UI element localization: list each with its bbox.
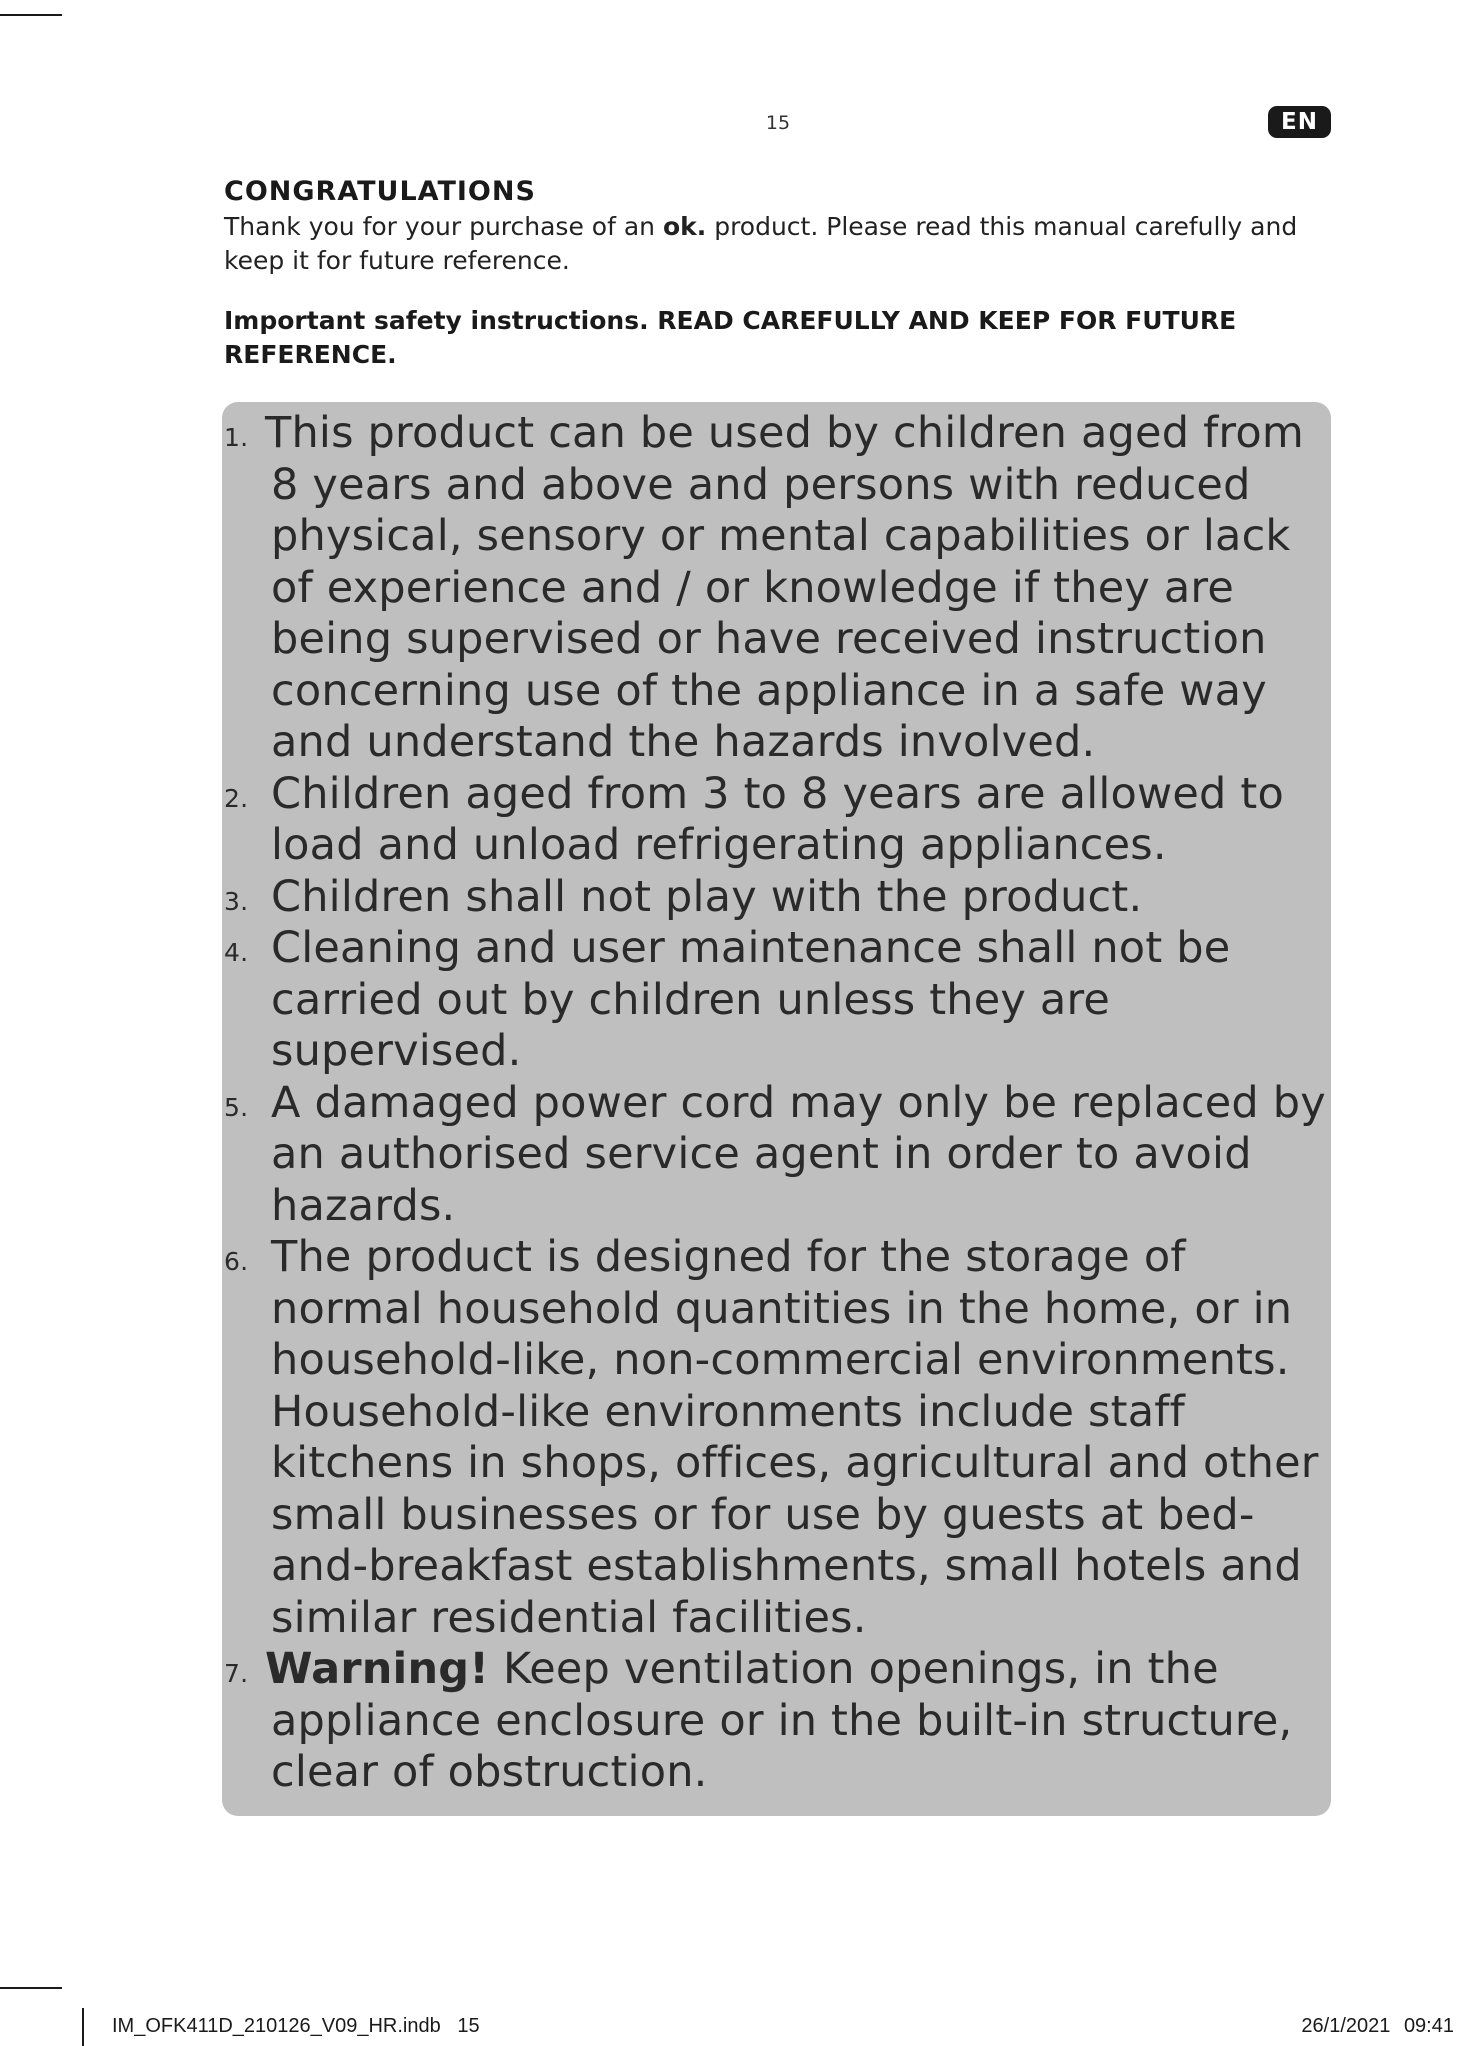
page-number: 15 xyxy=(765,112,791,134)
warning-label: Warning! xyxy=(265,1644,490,1694)
intro-text-start: Thank you for your purchase of an xyxy=(224,212,663,241)
footer-file-name: IM_OFK411D_210126_V09_HR.indb 15 xyxy=(112,2015,480,2037)
instruction-number: 2. xyxy=(224,783,249,813)
instruction-number: 3. xyxy=(224,886,249,916)
instruction-item xyxy=(222,872,1342,924)
instruction-number: 1. xyxy=(224,423,249,452)
instruction-item xyxy=(222,1232,1342,1644)
footer-date: 26/1/2021 09:41 xyxy=(1301,2015,1454,2037)
instruction-text: Children shall not play with the product. xyxy=(271,871,1143,922)
instruction-number: 7. xyxy=(224,1659,249,1688)
instruction-text: A damaged power cord may only be replaced by an authorised service agent in order to avoid hazards. xyxy=(271,1077,1326,1231)
important-notice: Important safety instructions. READ CAREFULLY AND KEEP FOR FUTURE REFERENCE. xyxy=(224,306,1237,369)
intro-paragraph xyxy=(224,210,1304,278)
instruction-text: Cleaning and user maintenance shall not be carried out by children unless they are supervised. xyxy=(271,923,1231,1076)
instruction-item xyxy=(222,1078,1342,1233)
instruction-text: This product can be used by children aged from 8 years and above and persons with reduced physical, sensory or mental capabilities or lack of experience and / or knowledge if they are being supervised or have received instruction concerning use of the appliance in a safe way and understand the hazards involved. xyxy=(265,408,1304,767)
instruction-number: 6. xyxy=(224,1247,249,1276)
instruction-text: The product is designed for the storage of normal household quantities in the home, or in household-like, non-commercial environments. Household-like environments include staff kitchens in shops, offices, agricultural and other small businesses or for use by guests at bed-and-breakfast establishments, small hotels and similar residential facilities. xyxy=(271,1232,1319,1643)
instruction-number: 5. xyxy=(224,1092,249,1122)
page-heading: CONGRATULATIONS xyxy=(224,176,536,207)
safety-instructions-list xyxy=(222,402,1342,1799)
instruction-text: Children aged from 3 to 8 years are allowed to load and unload refrigerating appliances. xyxy=(271,768,1284,870)
intro-text-end: product. Please read this manual carefully and keep it for future reference. xyxy=(224,212,1298,275)
instruction-item xyxy=(222,408,1342,769)
language-badge: EN xyxy=(1268,106,1331,138)
instruction-item xyxy=(222,769,1342,872)
instruction-text: Keep ventilation openings, in the appliance enclosure or in the built-in structure, clear of obstruction. xyxy=(271,1644,1293,1797)
crop-mark-bottom xyxy=(0,1987,62,1989)
instruction-item xyxy=(222,1644,1342,1799)
instruction-item xyxy=(222,923,1342,1078)
brand-name: ok. xyxy=(662,212,707,241)
instruction-number: 4. xyxy=(224,938,249,967)
crop-mark-vertical xyxy=(82,2008,84,2046)
crop-mark-top xyxy=(0,14,62,16)
